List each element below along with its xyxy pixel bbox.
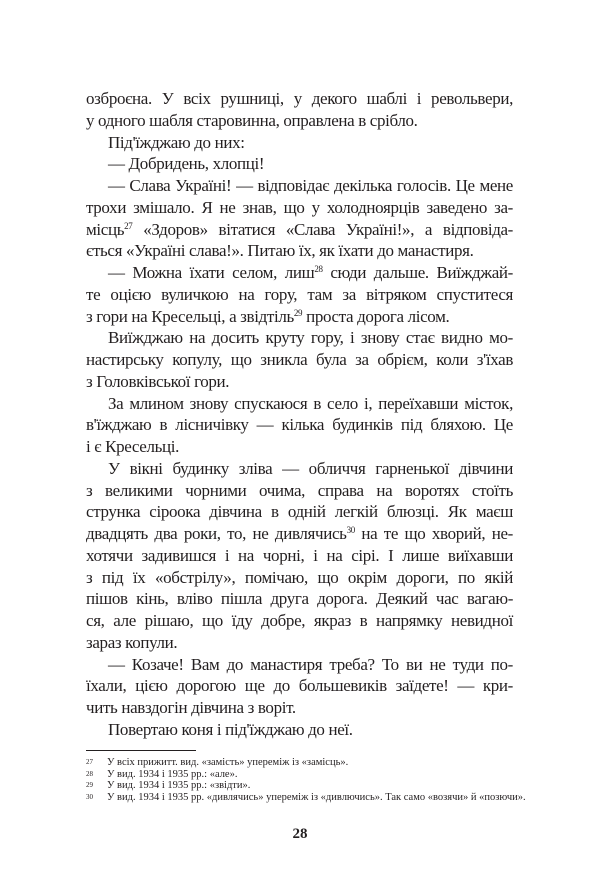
text-line [86,523,513,545]
text-segment: — Слава Україні! — відповідає декілька голосів. Це мене [108,176,513,195]
text-segment: ється «Україні слава!». Питаю їх, як їхати до манастиря. [86,241,474,261]
text-segment: настирську копулу, що зникла була за обрієм, коли з'їхав [86,350,513,369]
footnote-text: У вид. 1934 і 1935 рр.: «але». [107,768,238,780]
footnote-text: У всіх прижитт. вид. «замість» упереміж із «замісць». [107,757,349,768]
body-text [86,88,513,741]
text-segment: хотячи задивишся і на чорні, і на сірі. І лише виїхавши [86,545,513,565]
footnote-number: 29 [86,781,93,790]
footnote [86,757,526,769]
text-segment: Повертаю коня і під'їжджаю до неї. [108,719,353,739]
footnote-number: 27 [86,758,93,766]
text-segment: сюди дальше. Виїжджай- [322,263,513,282]
text-segment: те оцією вуличкою на гору, там за вітряком спуститеся [86,284,513,304]
text-segment: місць [86,219,125,239]
text-segment: Виїжджаю на досить круту гору, і знову стає видно мо- [108,328,513,348]
text-segment: пішов кінь, вліво пішла друга дорога. Деякий час вагаю- [86,589,513,609]
text-line [86,393,513,415]
text-segment: — Козаче! Вам до манастиря треба? То ви не туди по- [108,654,513,674]
text-segment: струнка сіроока дівчина в одній легкій блюзці. Як маєш [86,502,513,522]
footnote-number: 28 [86,769,93,778]
text-segment: У вікні будинку зліва — обличчя гарненької дівчини [108,458,513,478]
text-line [86,480,513,502]
footnote-reference[interactable]: 30 [346,525,355,535]
text-segment: їхали, цією дорогою ще до большевиків заїдете! — кри- [86,676,513,696]
footnote [86,769,526,781]
text-segment: на те що хворий, не- [354,524,513,543]
footnote [86,792,526,804]
text-line [86,306,513,328]
footnotes [86,757,526,804]
text-segment: проста дорога лісом. [302,306,450,326]
text-line [86,545,513,567]
text-line [86,197,513,219]
text-line [86,371,513,393]
text-line [86,219,513,241]
text-line [86,632,513,654]
footnote-reference[interactable]: 28 [314,264,323,274]
text-segment: з гори на Кресельці, а звідтіль [86,306,294,326]
text-line [86,88,513,110]
text-line [86,153,513,175]
text-segment: з під їх «обстрілу», помічаю, що окрім дороги, по якій [86,567,513,587]
text-line [86,132,513,154]
text-line [86,697,513,719]
text-segment: зараз копули. [86,632,178,652]
page-number: 28 [292,826,308,842]
footnote-text: У вид. 1934 і 1935 рр. «дивлячись» упереміж із «дивлючись». Так само «возячи» й «позючи». [107,792,526,804]
text-line [86,284,513,306]
text-segment: — Можна їхати селом, лиш [108,263,315,282]
text-line [86,719,513,741]
text-segment: двадцять два роки, то, не дивлячись [86,524,347,543]
text-line [86,436,513,458]
text-line [86,262,513,284]
text-line [86,501,513,523]
text-segment: з великими чорними очима, справа на воротях стоїть [86,480,513,500]
text-segment: озброєна. У всіх рушниці, у декого шаблі і револьвери, [86,89,513,108]
text-line [86,240,513,262]
text-line [86,654,513,676]
text-segment: — Добридень, хлопці! [108,154,265,174]
text-line [86,588,513,610]
text-segment: ся, але рішаю, що їду добре, якраз в напрямку невидної [86,611,513,630]
text-line [86,327,513,349]
text-line [86,110,513,132]
text-segment: За млином знову спускаюся в село і, переїхавши місток, [108,393,513,413]
footnote-reference[interactable]: 29 [293,307,303,318]
text-line [86,458,513,480]
text-segment: чить навздогін дівчина з воріт. [86,698,296,717]
text-segment: «Здоров» вітатися «Слава Україні!», а відповіда- [132,219,513,239]
text-segment: і є Кресельці. [86,437,180,456]
footnote [86,780,526,792]
text-line [86,175,513,197]
footnote-number: 30 [86,793,93,802]
text-line [86,567,513,589]
text-segment: з Головківської гори. [86,371,230,391]
text-segment: трохи змішало. Я не знав, що у холодноярців заведено за- [86,197,513,217]
text-segment: у одного шабля старовинна, оправлена в срібло. [86,110,418,130]
footnote-text: У вид. 1934 і 1935 рр.: «звідти». [107,780,251,792]
footnote-divider [86,750,196,751]
text-segment: в'їжджаю в лісничівку — кілька будинків під бляхою. Це [86,415,513,435]
text-line [86,414,513,436]
footnote-reference[interactable]: 27 [124,220,133,231]
text-line [86,610,513,632]
text-line [86,675,513,697]
text-segment: Під'їжджаю до них: [108,132,245,152]
text-line [86,349,513,371]
